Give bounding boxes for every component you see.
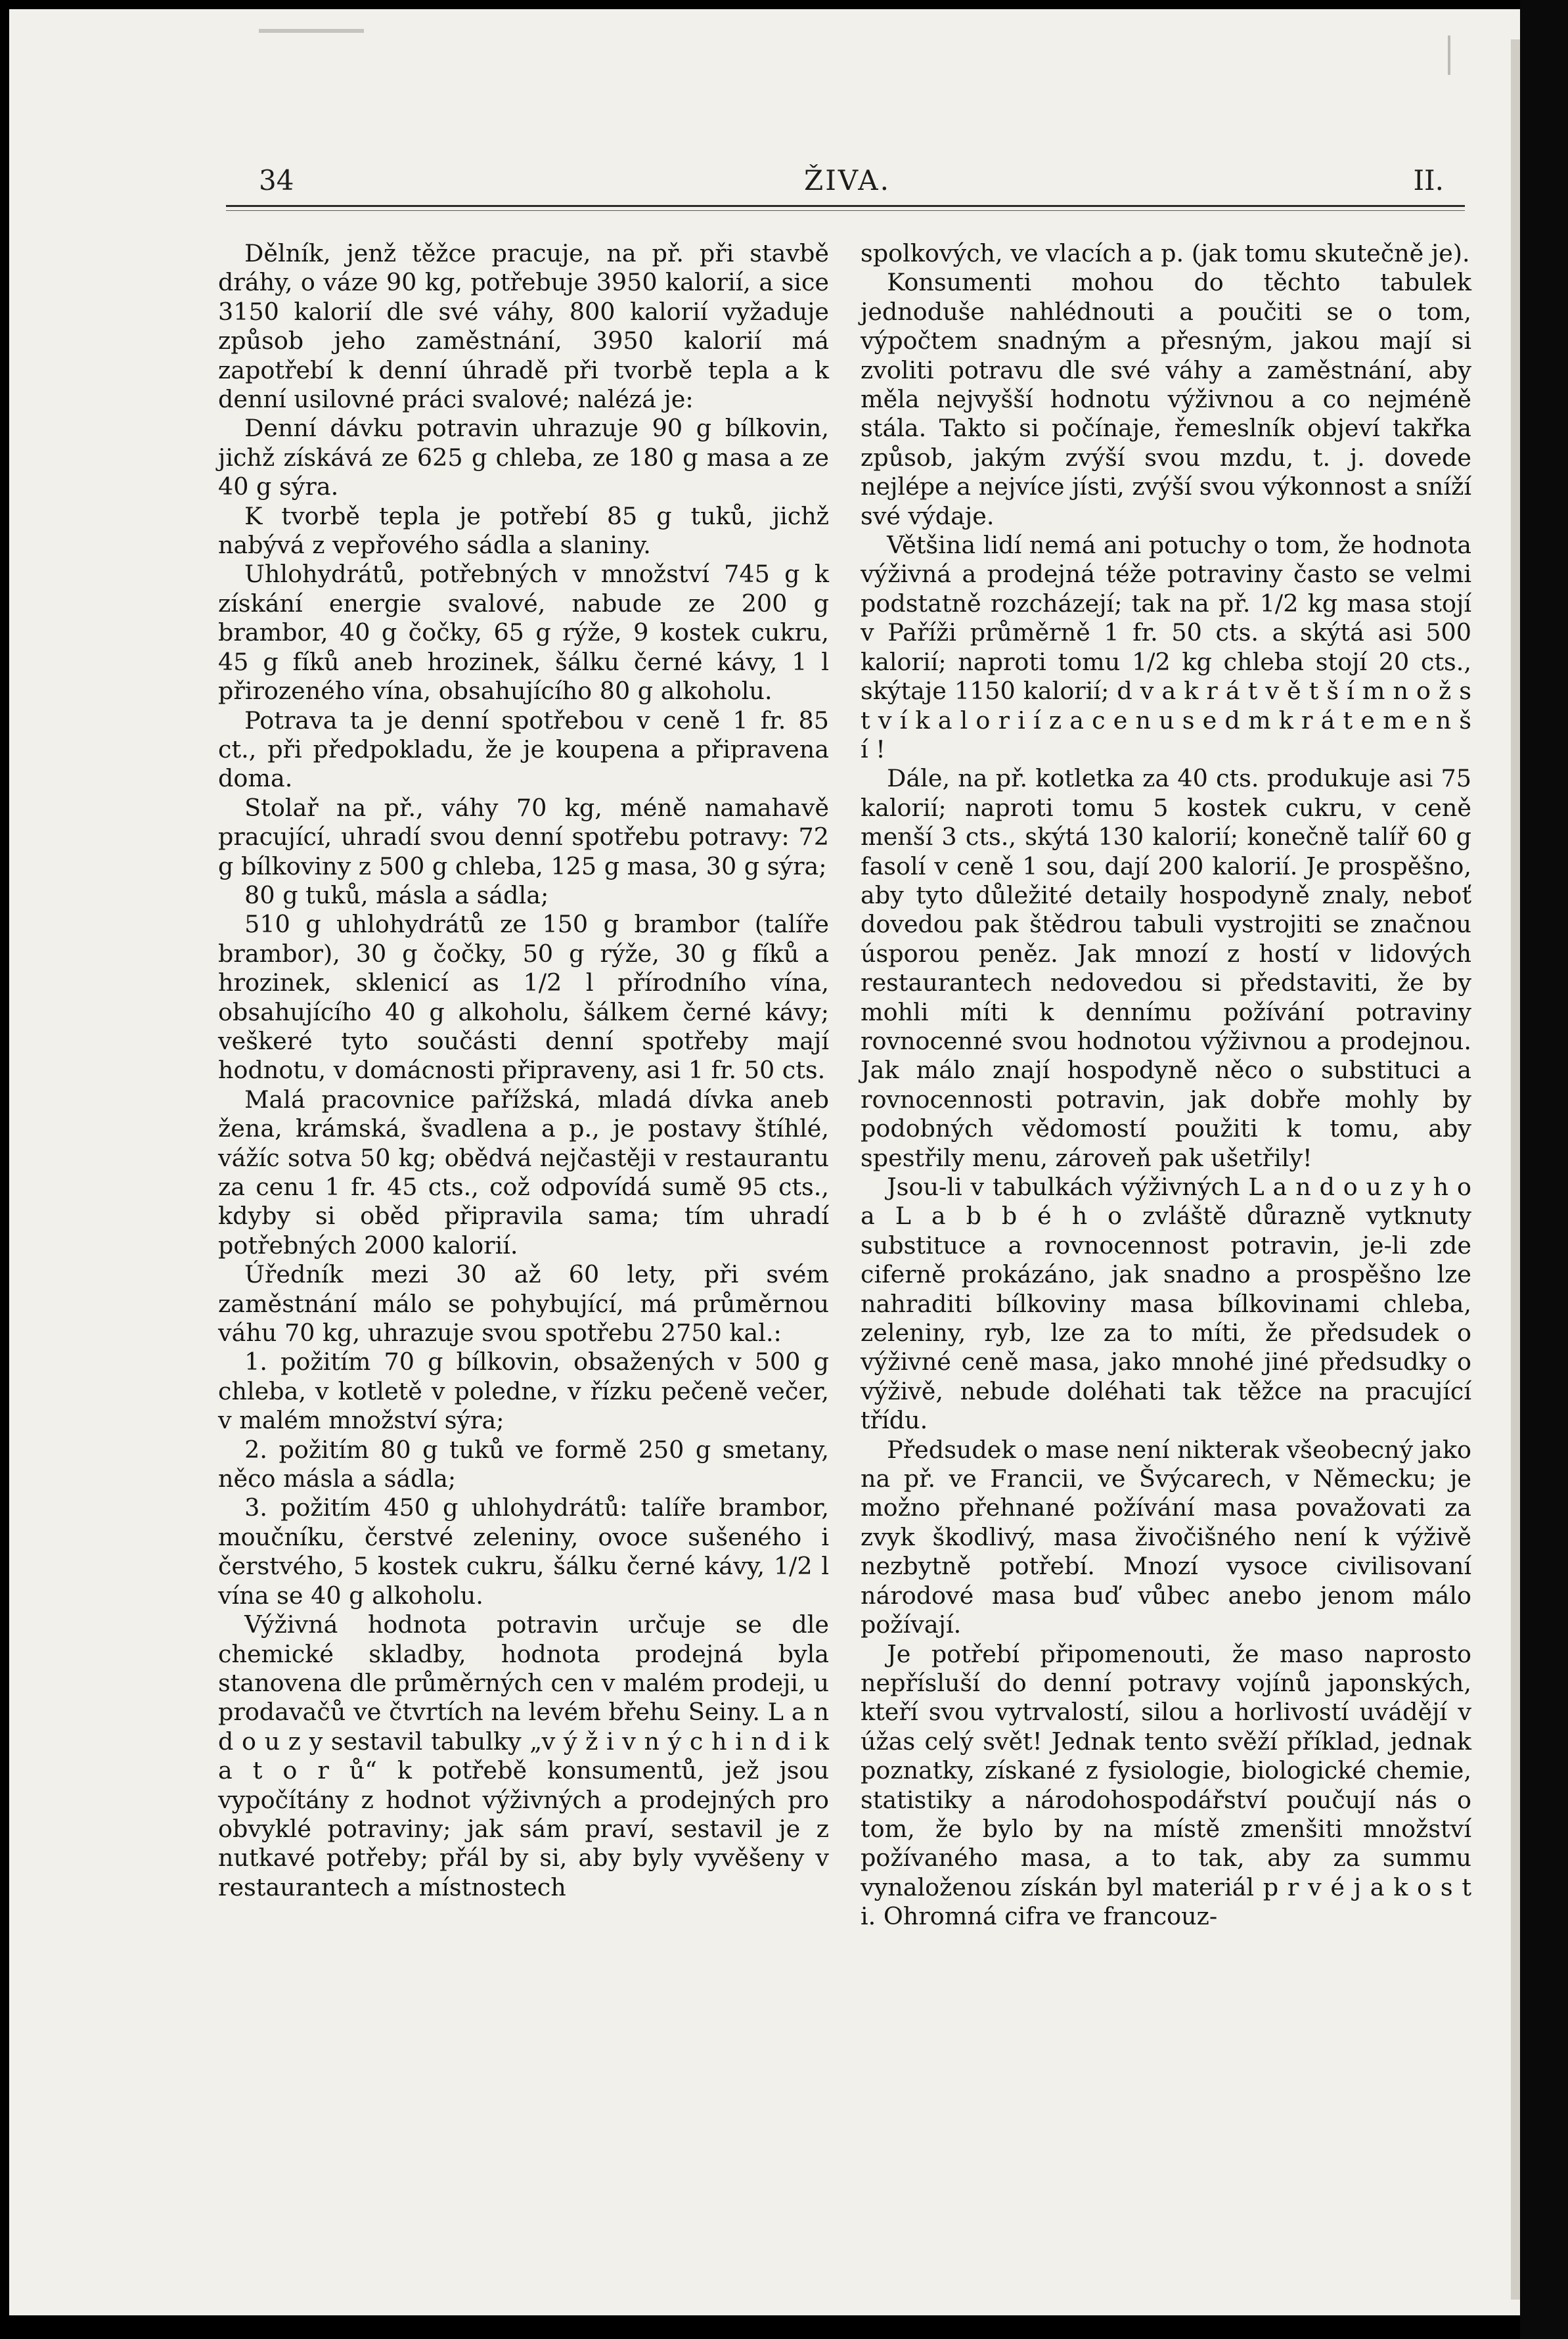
paragraph: Předsudek o mase není nikterak všeobecný jako na př. ve Francii, ve Švýcarech, v Německu; je možno přehnané požívání masa považovati za zvyk škodlivý, masa živočišného není k výživě nezbytně potřebí. Mnozí vysoce civilisovaní národové masa buď vůbec anebo jenom málo požívají. <box>861 1435 1471 1639</box>
paragraph: Jsou-li v tabulkách výživných L a n d o u z y h o a L a b b é h o zvláště důrazně vytknuty substituce a rovnocennost potravin, je-li zde ciferně prokázáno, jak snadno a prospěšno lze nahraditi bílkoviny masa bílkovinami chleba, zeleniny, ryb, lze za to míti, že předsudek o výživné ceně masa, jako mnohé jiné předsudky o výživě, nebude doléhati tak těžce na pracující třídu. <box>861 1173 1471 1435</box>
running-header <box>247 155 1448 201</box>
page-number: 34 <box>259 164 294 196</box>
right-column <box>861 239 1471 1932</box>
page-edge-shadow <box>1511 39 1520 2300</box>
volume-number: II. <box>1413 164 1444 196</box>
paragraph: Dále, na př. kotletka za 40 cts. produkuje asi 75 kalorií; naproti tomu 5 kostek cukru, v ceně menší 3 cts., skýtá 130 kalorií; konečně talíř 60 g fasolí v ceně 1 sou, dají 200 kalorií. Je prospěšno, aby tyto důležité detaily hospodyně znaly, neboť dovedou pak štědrou tabuli vystrojiti se značnou úsporou peněz. Jak mnozí z hostí v lidových restaurantech nedovedou si představiti, že by mohli míti k dennímu požívání potraviny rovnocenné svou hodnotou výživnou a prodejnou. Jak málo znají hospodyně něco o substituci a rovnocennosti potravin, jak dobře mohly by podobných vědomostí použiti k tomu, aby spestřily menu, zároveň pak ušetřily! <box>861 764 1471 1172</box>
scan-smudge <box>1448 35 1450 75</box>
paragraph: Většina lidí nemá ani potuchy o tom, že hodnota výživná a prodejná téže potraviny často se velmi podstatně rozcházejí; tak na př. 1/2 kg masa stojí v Paříži průměrně 1 fr. 50 cts. a skýtá asi 500 kalorií; naproti tomu 1/2 kg chleba stojí 20 cts., skýtaje 1150 kalorií; d v a k r á t v ě t š í m n o ž s t v í k a l o r i í z a c e n u s e d m k r á t e m e n š í ! <box>861 531 1471 763</box>
list-item: 2. požitím 80 g tuků ve formě 250 g smetany, něco másla a sádla; <box>218 1435 829 1493</box>
paragraph: Denní dávku potravin uhrazuje 90 g bílkovin, jichž získává ze 625 g chleba, ze 180 g masa a ze 40 g sýra. <box>218 414 829 501</box>
paragraph: Výživná hodnota potravin určuje se dle chemické skladby, hodnota prodejná byla stanovena dle průměrných cen v malém prodeji, u prodavačů ve čtvrtích na levém břehu Seiny. L a n d o u z y sestavil tabulky „v ý ž i v n ý c h i n d i k a t o r ů“ k potřebě konsumentů, jež jsou vypočítány z hodnot výživných a prodejných pro obvyklé potraviny; jak sám praví, sestavil je z nutkavé potřeby; přál by si, aby byly vyvěšeny v restaurantech a místnostech <box>218 1610 829 1901</box>
left-column <box>218 239 829 1902</box>
journal-title: ŽIVA. <box>804 164 891 196</box>
list-item: 1. požitím 70 g bílkovin, obsažených v 500 g chleba, v kotletě v poledne, v řízku pečeně večer, v malém množství sýra; <box>218 1348 829 1435</box>
paragraph: Uhlohydrátů, potřebných v množství 745 g k získání energie svalové, nabude ze 200 g brambor, 40 g čočky, 65 g rýže, 9 kostek cukru, 45 g fíků aneb hrozinek, šálku černé kávy, 1 l přirozeného vína, obsahujícího 80 g alkoholu. <box>218 560 829 706</box>
paragraph: Úředník mezi 30 až 60 lety, při svém zaměstnání málo se pohybující, má průměrnou váhu 70 kg, uhrazuje svou spotřebu 2750 kal.: <box>218 1260 829 1348</box>
paragraph: Je potřebí připomenouti, že maso naprosto nepřísluší do denní potravy vojínů japonských, kteří svou vytrvalostí, silou a horlivostí uvádějí v úžas celý svět! Jednak tento svěží příklad, jednak poznatky, získané z fysiologie, biologické chemie, statistiky a národohospodářství poučují nás o tom, že bylo by na místě zmenšiti množství požívaného masa, a to tak, aby za summu vynaloženou získán byl materiál p r v é j a k o s t i. Ohromná cifra ve francouz- <box>861 1639 1471 1931</box>
paragraph: Stolař na př., váhy 70 kg, méně namahavě pracující, uhradí svou denní spotřebu potravy: 72 g bílkoviny z 500 g chleba, 125 g masa, 30 g sýra; <box>218 793 829 880</box>
paragraph: Dělník, jenž těžce pracuje, na př. při stavbě dráhy, o váze 90 kg, potřebuje 3950 kalorií, a sice 3150 kalorií dle své váhy, 800 kalorií vyžaduje způsob jeho zaměstnání, 3950 kalorií má zapotřebí k denní úhradě při tvorbě tepla a k denní usilovné práci svalové; nalézá je: <box>218 239 829 414</box>
paragraph: 80 g tuků, másla a sádla; <box>244 880 549 909</box>
paragraph: K tvorbě tepla je potřebí 85 g tuků, jichž nabývá z vepřového sádla a slaniny. <box>218 501 829 560</box>
scan-smudge <box>259 29 364 33</box>
paragraph: Potrava ta je denní spotřebou v ceně 1 fr. 85 ct., při předpokladu, že je koupena a připravena doma. <box>218 706 829 793</box>
paragraph: Konsumenti mohou do těchto tabulek jednoduše nahlédnouti a poučiti se o tom, výpočtem snadným a přesným, jakou mají si zvoliti potravu dle své váhy a zaměstnání, aby měla nejvyšší hodnotu výživnou a co nejméně stála. Takto si počínaje, řemeslník objeví takřka způsob, jakým zvýší svou mzdu, t. j. dovede nejlépe a nejvíce jísti, zvýší svou výkonnost a sníží své výdaje. <box>861 268 1471 530</box>
list-item: 3. požitím 450 g uhlohydrátů: talíře brambor, moučníku, čerstvé zeleniny, ovoce sušeného i čerstvého, 5 kostek cukru, šálku černé kávy, 1/2 l vína se 40 g alkoholu. <box>218 1493 829 1610</box>
paragraph: spolkových, ve vlacích a p. (jak tomu skutečně je). <box>861 239 1470 267</box>
page-sheet <box>9 9 1520 2315</box>
header-rule <box>226 205 1465 207</box>
paragraph: Malá pracovnice pařížská, mladá dívka aneb žena, krámská, švadlena a p., je postavy štíhlé, vážíc sotva 50 kg; obědvá nejčastěji v restaurantu za cenu 1 fr. 45 cts., což odpovídá sumě 95 cts., kdyby si oběd připravila sama; tím uhradí potřebných 2000 kalorií. <box>218 1085 829 1260</box>
scan-border <box>1520 0 1568 2339</box>
header-rule-thin <box>226 210 1465 211</box>
paragraph: 510 g uhlohydrátů ze 150 g brambor (talíře brambor), 30 g čočky, 50 g rýže, 30 g fíků a hrozinek, sklenicí as 1/2 l přírodního vína, obsahujícího 40 g alkoholu, šálkem černé kávy; veškeré tyto součásti denní spotřeby mají hodnotu, v domácnosti připraveny, asi 1 fr. 50 cts. <box>218 910 829 1085</box>
